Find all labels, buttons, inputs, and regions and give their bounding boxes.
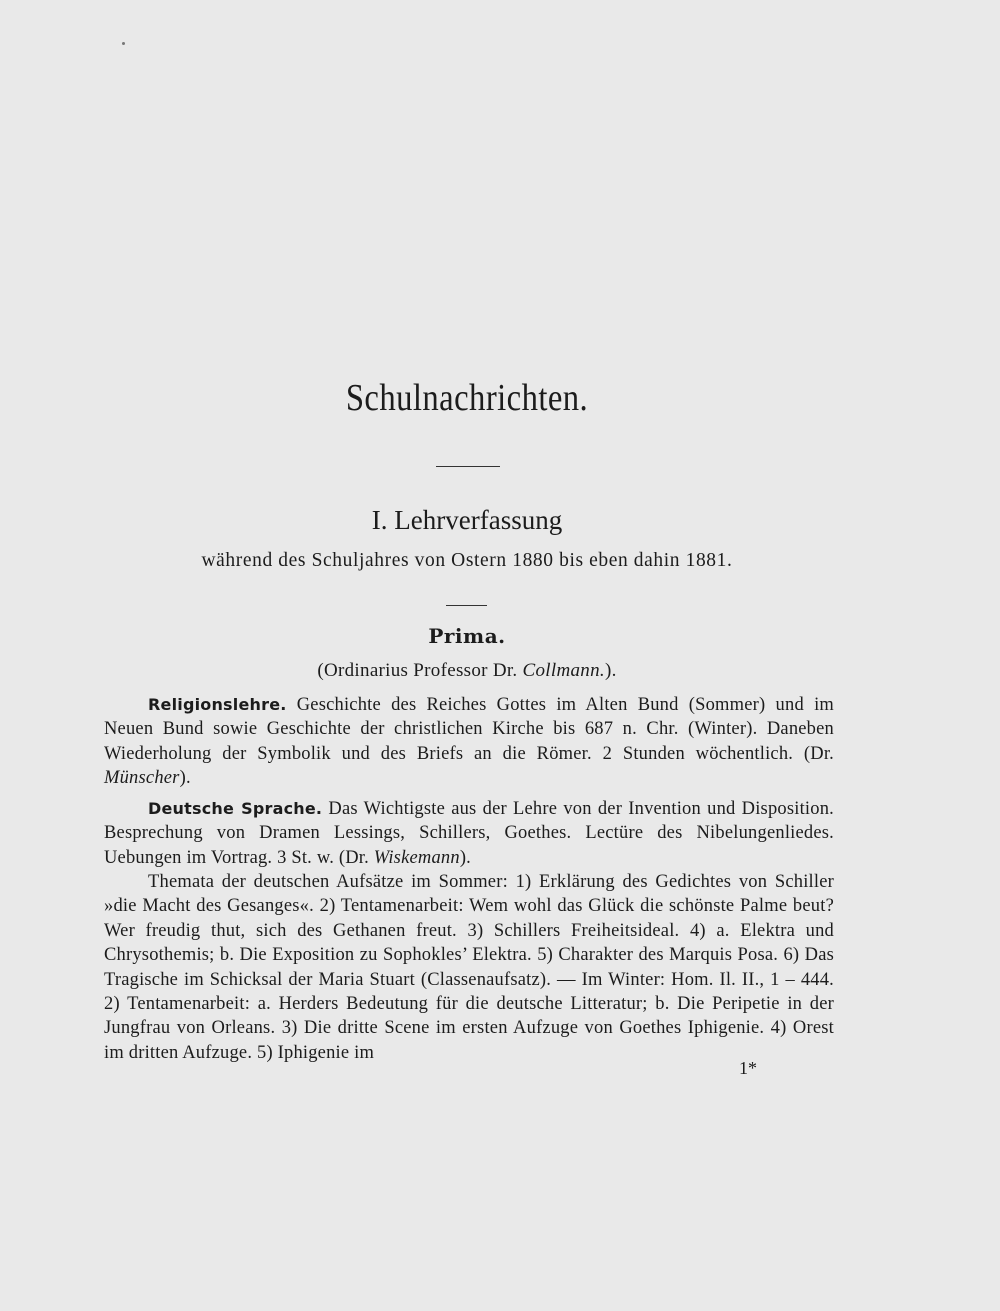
page-title: Schulnachrichten. (345, 377, 589, 419)
teacher-name: Münscher (104, 768, 180, 789)
ordinarius-name: Collmann. (522, 660, 605, 681)
paragraph-text: Geschichte des Reiches Gottes im Alten Bund (Sommer) und im Neuen Bund sowie Geschichte der christlichen Kirche bis 687 n. Chr. (Winter). Daneben Wiederholung der Symbolik und des Briefs an die Römer. 2 Stunden wöchentlich. (Dr. (104, 695, 835, 764)
paragraph-close: ). (179, 768, 191, 789)
page-number: 1* (739, 1058, 757, 1078)
ordinarius-suffix: ). (604, 660, 617, 681)
paragraph-themata: Themata der deutschen Aufsätze im Sommer: 1) Erklärung des Gedichtes von Schiller »die Macht des Gesanges«. 2) Tentamenarbeit: Wem wohl das Glück die schönste Palme beut? Wer freudig thut, sich des Gethanen freut. 3) Schillers Freiheitsideal. 4) a. Elektra und Chrysothemis; b. Die Exposition zu Sophokles’ Elektra. 5) Charakter des Marquis Posa. 6) Das Tragische im Schicksal der Maria Stuart (Classenaufsatz). — Im Winter: Hom. Il. II., 1 – 444. 2) Tentamenarbeit: a. Herders Bedeutung für die deutsche Litteratur; b. Die Peripetie in der Jungfrau von Orleans. 3) Die dritte Scene im ersten Aufzuge von Goethes Iphigenie. 4) Orest im dritten Aufzuge. 5) Iphigenie im (104, 872, 834, 1063)
divider-rule (446, 605, 487, 606)
ordinarius-line (0, 660, 934, 682)
paper-speck (122, 42, 125, 45)
teacher-name: Wiskemann (373, 847, 460, 868)
class-heading: Prima. (428, 624, 506, 648)
section-subheading: während des Schuljahres von Ostern 1880 bis eben dahin 1881. (201, 550, 733, 571)
subject-label: Deutsche Sprache. (148, 799, 323, 818)
ordinarius-prefix: (Ordinarius Professor Dr. (317, 660, 523, 681)
paragraph-deutsch (104, 797, 834, 870)
paragraph-close: ). (459, 847, 471, 868)
divider-rule (436, 466, 500, 467)
section-heading: I. Lehrverfassung (371, 505, 563, 535)
paragraph-religion (104, 693, 834, 791)
paragraph-text: Das Wichtigste aus der Lehre von der Invention und Disposition. Besprechung von Dramen Lessings, Schillers, Goethes. Lectüre des Nibelungenliedes. Uebungen im Vortrag. 3 St. w. (Dr. (104, 799, 834, 868)
subject-label: Religionslehre. (148, 695, 287, 714)
